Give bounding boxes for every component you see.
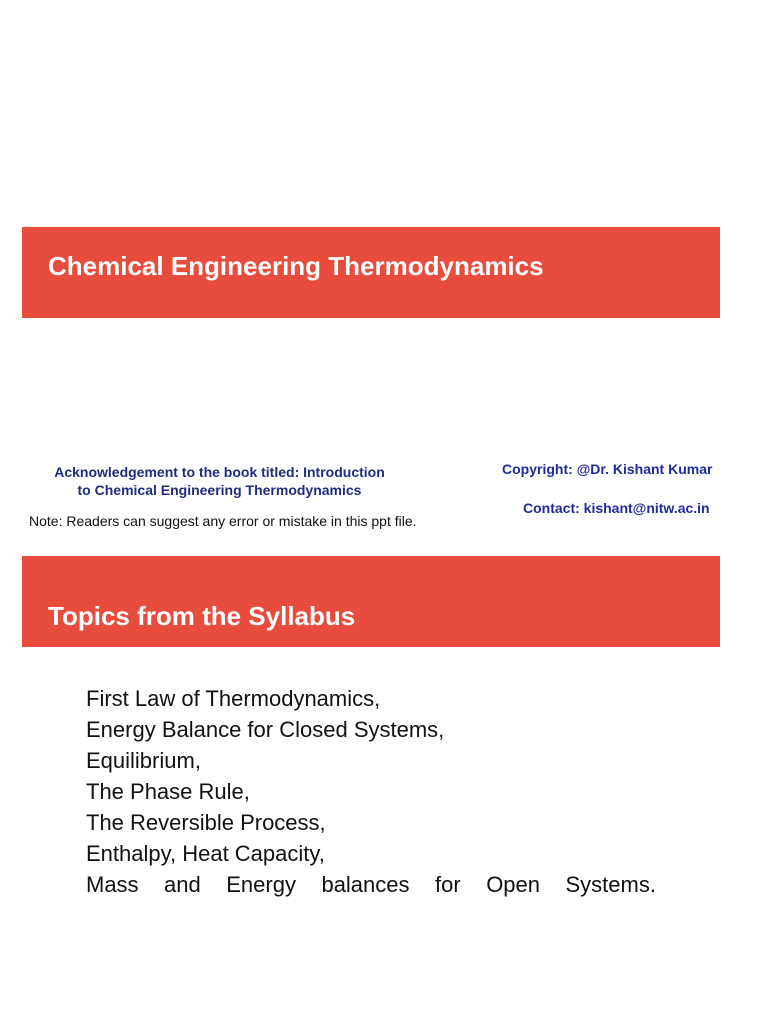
list-item-justified [86,869,656,900]
topic-word: balances [321,872,410,897]
topic-word: Open [486,872,541,897]
topics-list [86,683,656,900]
list-item: First Law of Thermodynamics, [86,686,381,711]
list-item: The Reversible Process, [86,810,326,835]
list-item: Enthalpy, Heat Capacity, [86,841,325,866]
acknowledgement [22,463,417,499]
topic-word: Energy [226,872,296,897]
topic-word: for [435,872,461,897]
topic-word: Mass [86,872,139,897]
topic-word: and [164,872,201,897]
list-item: Equilibrium, [86,748,201,773]
topic-word: Systems. [565,872,656,897]
title-banner [22,227,720,318]
reader-note: Note: Readers can suggest any error or mistake in this ppt file. [29,513,417,529]
acknowledgement-line-1: Acknowledgement to the book titled: Introduction [54,464,385,480]
syllabus-banner [22,556,720,647]
list-item: The Phase Rule, [86,779,250,804]
list-item: Energy Balance for Closed Systems, [86,717,445,742]
page-title: Chemical Engineering Thermodynamics [48,251,544,281]
syllabus-title: Topics from the Syllabus [48,601,356,631]
contact-email: Contact: kishant@nitw.ac.in [523,500,710,516]
copyright-text: Copyright: @Dr. Kishant Kumar [502,461,713,477]
acknowledgement-line-2: to Chemical Engineering Thermodynamics [77,482,362,498]
